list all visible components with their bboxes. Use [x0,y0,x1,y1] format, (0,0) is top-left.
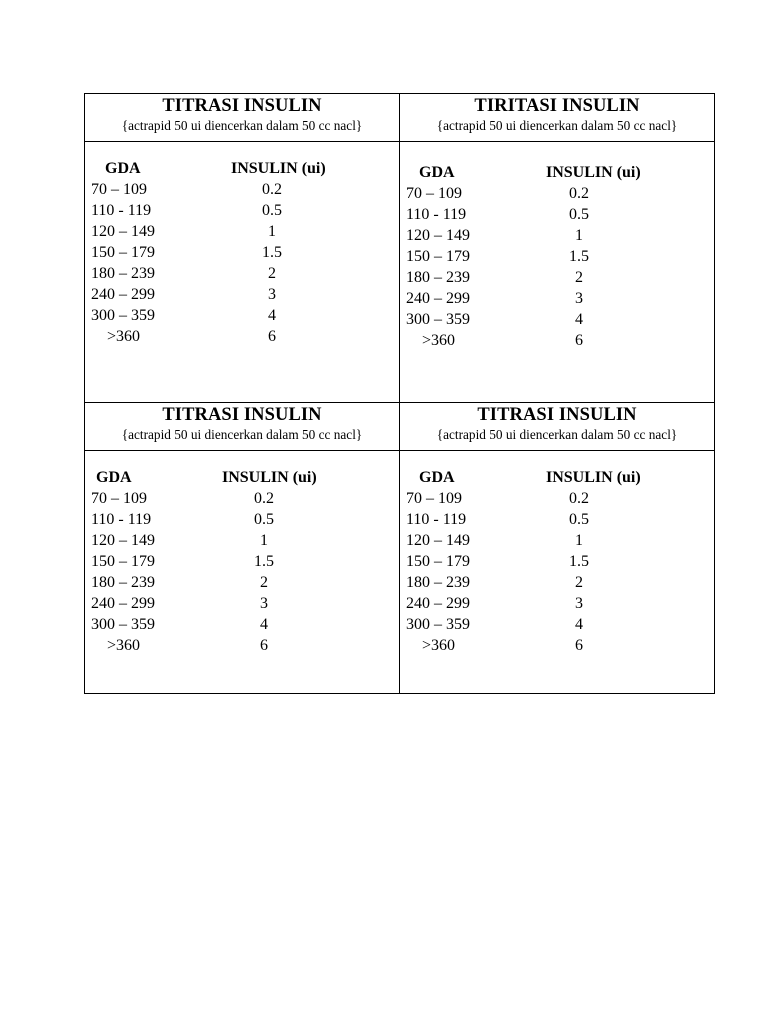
insulin-dose-cell: 1.5 [569,553,589,570]
insulin-dose-cell: 0.5 [262,202,282,219]
gda-range-cell: 70 – 109 [91,181,147,198]
table-row [400,225,714,246]
table-row [85,284,399,305]
insulin-dose-cell: 4 [260,616,268,633]
table-row [85,551,399,572]
gda-range-cell: 110 - 119 [91,202,152,219]
gda-range-cell: 150 – 179 [91,244,155,261]
insulin-dose-cell: 1 [260,532,268,549]
gda-column-header: GDA [419,164,455,181]
table-row [400,330,714,351]
gda-range-cell: 300 – 359 [91,616,155,633]
gda-range-cell: 150 – 179 [91,553,155,570]
gda-range-cell: 240 – 299 [406,595,470,612]
gda-range-cell: 70 – 109 [91,490,147,507]
insulin-dose-cell: 1 [575,532,583,549]
insulin-dose-cell: 1.5 [254,553,274,570]
gda-range-cell: 70 – 109 [406,185,462,202]
dose-table [400,183,714,351]
dose-table [85,488,399,656]
table-header-row [400,162,714,183]
card-title: TITRASI INSULIN [162,405,322,425]
table-row [85,179,399,200]
insulin-dose-cell: 0.2 [262,181,282,198]
gda-range-cell: >360 [107,328,141,345]
insulin-dose-cell: 6 [575,332,583,349]
gda-range-cell: 300 – 359 [406,311,470,328]
card-header [85,94,399,142]
gda-column-header: GDA [96,469,132,486]
insulin-dose-cell: 0.2 [254,490,274,507]
table-row [85,635,399,656]
dose-table [85,179,399,347]
table-row [400,614,714,635]
gda-column-header: GDA [419,469,455,486]
gda-range-cell: >360 [422,332,456,349]
dose-table [400,488,714,656]
table-row [400,309,714,330]
table-row [85,221,399,242]
insulin-dose-cell: 2 [575,269,583,286]
gda-range-cell: >360 [422,637,456,654]
gda-range-cell: 300 – 359 [91,307,155,324]
insulin-dose-cell: 3 [575,290,583,307]
insulin-dose-cell: 4 [268,307,276,324]
gda-range-cell: 180 – 239 [91,265,155,282]
insulin-dose-cell: 1.5 [262,244,282,261]
table-row [85,530,399,551]
gda-range-cell: 240 – 299 [406,290,470,307]
card-body [400,142,714,351]
insulin-dose-cell: 2 [260,574,268,591]
gda-range-cell: 180 – 239 [406,269,470,286]
insulin-dose-cell: 2 [575,574,583,591]
insulin-dose-cell: 2 [268,265,276,282]
table-row [400,509,714,530]
gda-range-cell: 240 – 299 [91,286,155,303]
card-subtitle: {actrapid 50 ui diencerkan dalam 50 cc nacl} [436,118,678,133]
insulin-column-header: INSULIN (ui) [231,160,326,177]
card-header [400,403,714,451]
table-row [400,593,714,614]
table-header-row [85,467,399,488]
gda-range-cell: 120 – 149 [91,532,155,549]
gda-range-cell: 180 – 239 [406,574,470,591]
gda-range-cell: 70 – 109 [406,490,462,507]
table-row [85,242,399,263]
table-row [85,593,399,614]
gda-range-cell: 110 - 119 [406,511,467,528]
table-row [85,200,399,221]
insulin-dose-cell: 0.2 [569,185,589,202]
gda-range-cell: 120 – 149 [406,532,470,549]
table-header-row [85,158,399,179]
table-row [85,488,399,509]
gda-range-cell: 240 – 299 [91,595,155,612]
insulin-dose-cell: 1 [575,227,583,244]
card-title: TITRASI INSULIN [477,405,637,425]
gda-range-cell: 300 – 359 [406,616,470,633]
insulin-dose-cell: 6 [575,637,583,654]
card-subtitle: {actrapid 50 ui diencerkan dalam 50 cc nacl} [121,427,363,442]
insulin-dose-cell: 3 [268,286,276,303]
insulin-column-header: INSULIN (ui) [546,469,641,486]
insulin-dose-cell: 0.2 [569,490,589,507]
table-row [85,572,399,593]
insulin-dose-cell: 6 [260,637,268,654]
table-row [400,204,714,225]
gda-column-header: GDA [105,160,141,177]
gda-range-cell: 150 – 179 [406,553,470,570]
insulin-titration-grid [84,93,715,694]
table-row [400,551,714,572]
card-title: TITRASI INSULIN [162,96,322,116]
gda-range-cell: 120 – 149 [406,227,470,244]
gda-range-cell: 110 - 119 [91,511,152,528]
table-row [400,183,714,204]
table-row [400,288,714,309]
insulin-dose-cell: 6 [268,328,276,345]
gda-range-cell: 180 – 239 [91,574,155,591]
insulin-dose-cell: 0.5 [569,511,589,528]
table-row [85,326,399,347]
insulin-dose-cell: 3 [575,595,583,612]
titration-card [400,94,714,403]
insulin-dose-cell: 1 [268,223,276,240]
table-header-row [400,467,714,488]
titration-card [85,403,400,693]
table-row [400,530,714,551]
card-body [85,451,399,656]
insulin-column-header: INSULIN (ui) [222,469,317,486]
insulin-dose-cell: 3 [260,595,268,612]
titration-card [85,94,400,403]
insulin-column-header: INSULIN (ui) [546,164,641,181]
table-row [85,263,399,284]
card-header [85,403,399,451]
insulin-dose-cell: 0.5 [569,206,589,223]
gda-range-cell: 120 – 149 [91,223,155,240]
table-row [400,267,714,288]
table-row [85,614,399,635]
card-body [85,142,399,347]
card-title: TIRITASI INSULIN [474,96,640,116]
card-header [400,94,714,142]
card-subtitle: {actrapid 50 ui diencerkan dalam 50 cc nacl} [436,427,678,442]
titration-card [400,403,714,693]
table-row [85,509,399,530]
insulin-dose-cell: 4 [575,616,583,633]
table-row [400,635,714,656]
card-subtitle: {actrapid 50 ui diencerkan dalam 50 cc nacl} [121,118,363,133]
gda-range-cell: >360 [107,637,141,654]
gda-range-cell: 150 – 179 [406,248,470,265]
insulin-dose-cell: 4 [575,311,583,328]
insulin-dose-cell: 0.5 [254,511,274,528]
table-row [85,305,399,326]
card-body [400,451,714,656]
insulin-dose-cell: 1.5 [569,248,589,265]
gda-range-cell: 110 - 119 [406,206,467,223]
table-row [400,488,714,509]
table-row [400,246,714,267]
table-row [400,572,714,593]
